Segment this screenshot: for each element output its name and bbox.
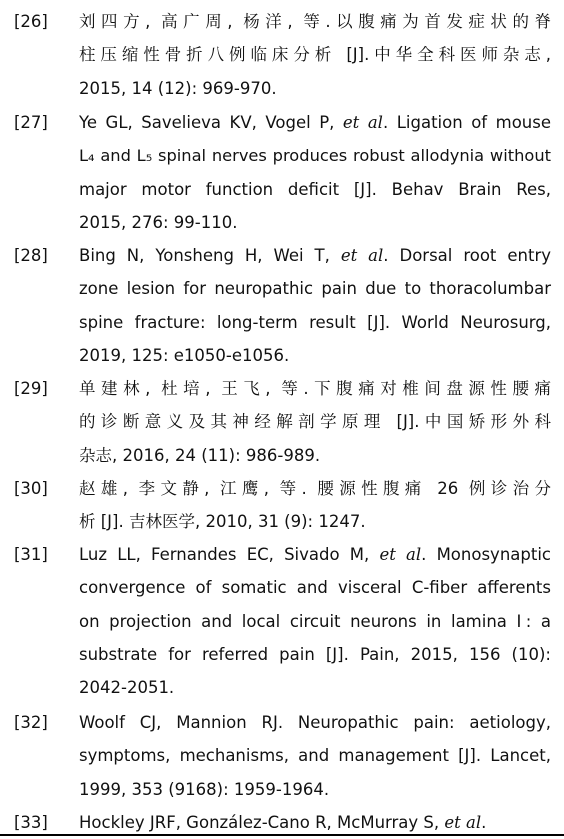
reference-line: spine fracture: long-term result [J]. World Neurosurg, (79, 312, 551, 332)
reference-title-start: . Ligation of mouse (382, 113, 551, 132)
reference-line: 杂志, 2016, 24 (11): 986-989. (79, 445, 321, 465)
reference-line: 2019, 125: e1050-e1056. (79, 345, 290, 365)
reference-title-start: . Monosynaptic (421, 545, 551, 564)
reference-number: [26] (14, 12, 48, 31)
reference-number: [28] (14, 246, 48, 265)
reference-line: 1999, 353 (9168): 1959-1964. (79, 779, 330, 799)
reference-number: [32] (14, 713, 48, 732)
et-al-italic: et al (379, 545, 422, 564)
reference-line: zone lesion for neuropathic pain due to thoracolumbar (79, 279, 551, 299)
reference-line: 2015, 14 (12): 969-970. (79, 78, 277, 98)
reference-line: L₄ and L₅ spinal nerves produces robust allodynia without (79, 146, 551, 166)
reference-entry (0, 106, 564, 239)
reference-line (79, 106, 551, 139)
reference-line: 单建林, 杜培, 王飞, 等.下腹痛对椎间盘源性腰痛 (79, 379, 551, 398)
reference-authors: Luz LL, Fernandes EC, Sivado M, (79, 545, 380, 564)
reference-line: 2042-2051. (79, 678, 175, 698)
reference-line: Woolf CJ, Mannion RJ. Neuropathic pain: aetiology, (79, 713, 551, 732)
reference-line: symptoms, mechanisms, and management [J]. Lancet, (79, 746, 551, 766)
reference-line: 2015, 276: 99-110. (79, 212, 238, 232)
reference-line: 刘四方, 高广周, 杨洋, 等.以腹痛为首发症状的脊 (79, 12, 551, 31)
reference-entry (0, 706, 564, 806)
reference-number: [30] (14, 479, 48, 498)
et-al-italic: et al (340, 246, 384, 265)
reference-line (79, 538, 551, 571)
reference-line: 的诊断意义及其神经解剖学原理 [J].中国矫形外科 (79, 412, 551, 432)
reference-line: convergence of somatic and visceral C-fiber afferents (79, 578, 551, 598)
reference-line (79, 239, 551, 272)
reference-authors: Ye GL, Savelieva KV, Vogel P, (79, 113, 343, 132)
reference-entry (0, 239, 564, 372)
reference-number: [27] (14, 113, 48, 132)
reference-line: substrate for referred pain [J]. Pain, 2015, 156 (10): (79, 644, 551, 664)
reference-number: [33] (14, 813, 48, 832)
et-al-italic: et al (444, 813, 482, 832)
reference-line: major motor function deficit [J]. Behav Brain Res, (79, 179, 551, 199)
reference-line: 赵雄, 李文静, 江鹰, 等. 腰源性腹痛 26 例诊治分 (79, 479, 551, 498)
reference-title-start: . (481, 813, 487, 832)
reference-line: 柱压缩性骨折八例临床分析 [J].中华全科医师杂志, (79, 45, 551, 65)
reference-number: [31] (14, 545, 48, 564)
reference-entry (0, 5, 564, 105)
reference-number: [29] (14, 379, 48, 398)
reference-title-start: . Dorsal root entry (383, 246, 551, 265)
et-al-italic: et al (342, 113, 383, 132)
reference-authors: Bing N, Yonsheng H, Wei T, (79, 246, 341, 265)
reference-authors: Hockley JRF, González-Cano R, McMurray S, (79, 813, 445, 832)
reference-line: on projection and local circuit neurons in lamina Ⅰ: a (79, 611, 551, 631)
reference-entry (0, 472, 564, 539)
reference-entry (0, 538, 564, 705)
reference-line: 析 [J]. 吉林医学, 2010, 31 (9): 1247. (79, 512, 366, 532)
reference-entry (0, 372, 564, 472)
